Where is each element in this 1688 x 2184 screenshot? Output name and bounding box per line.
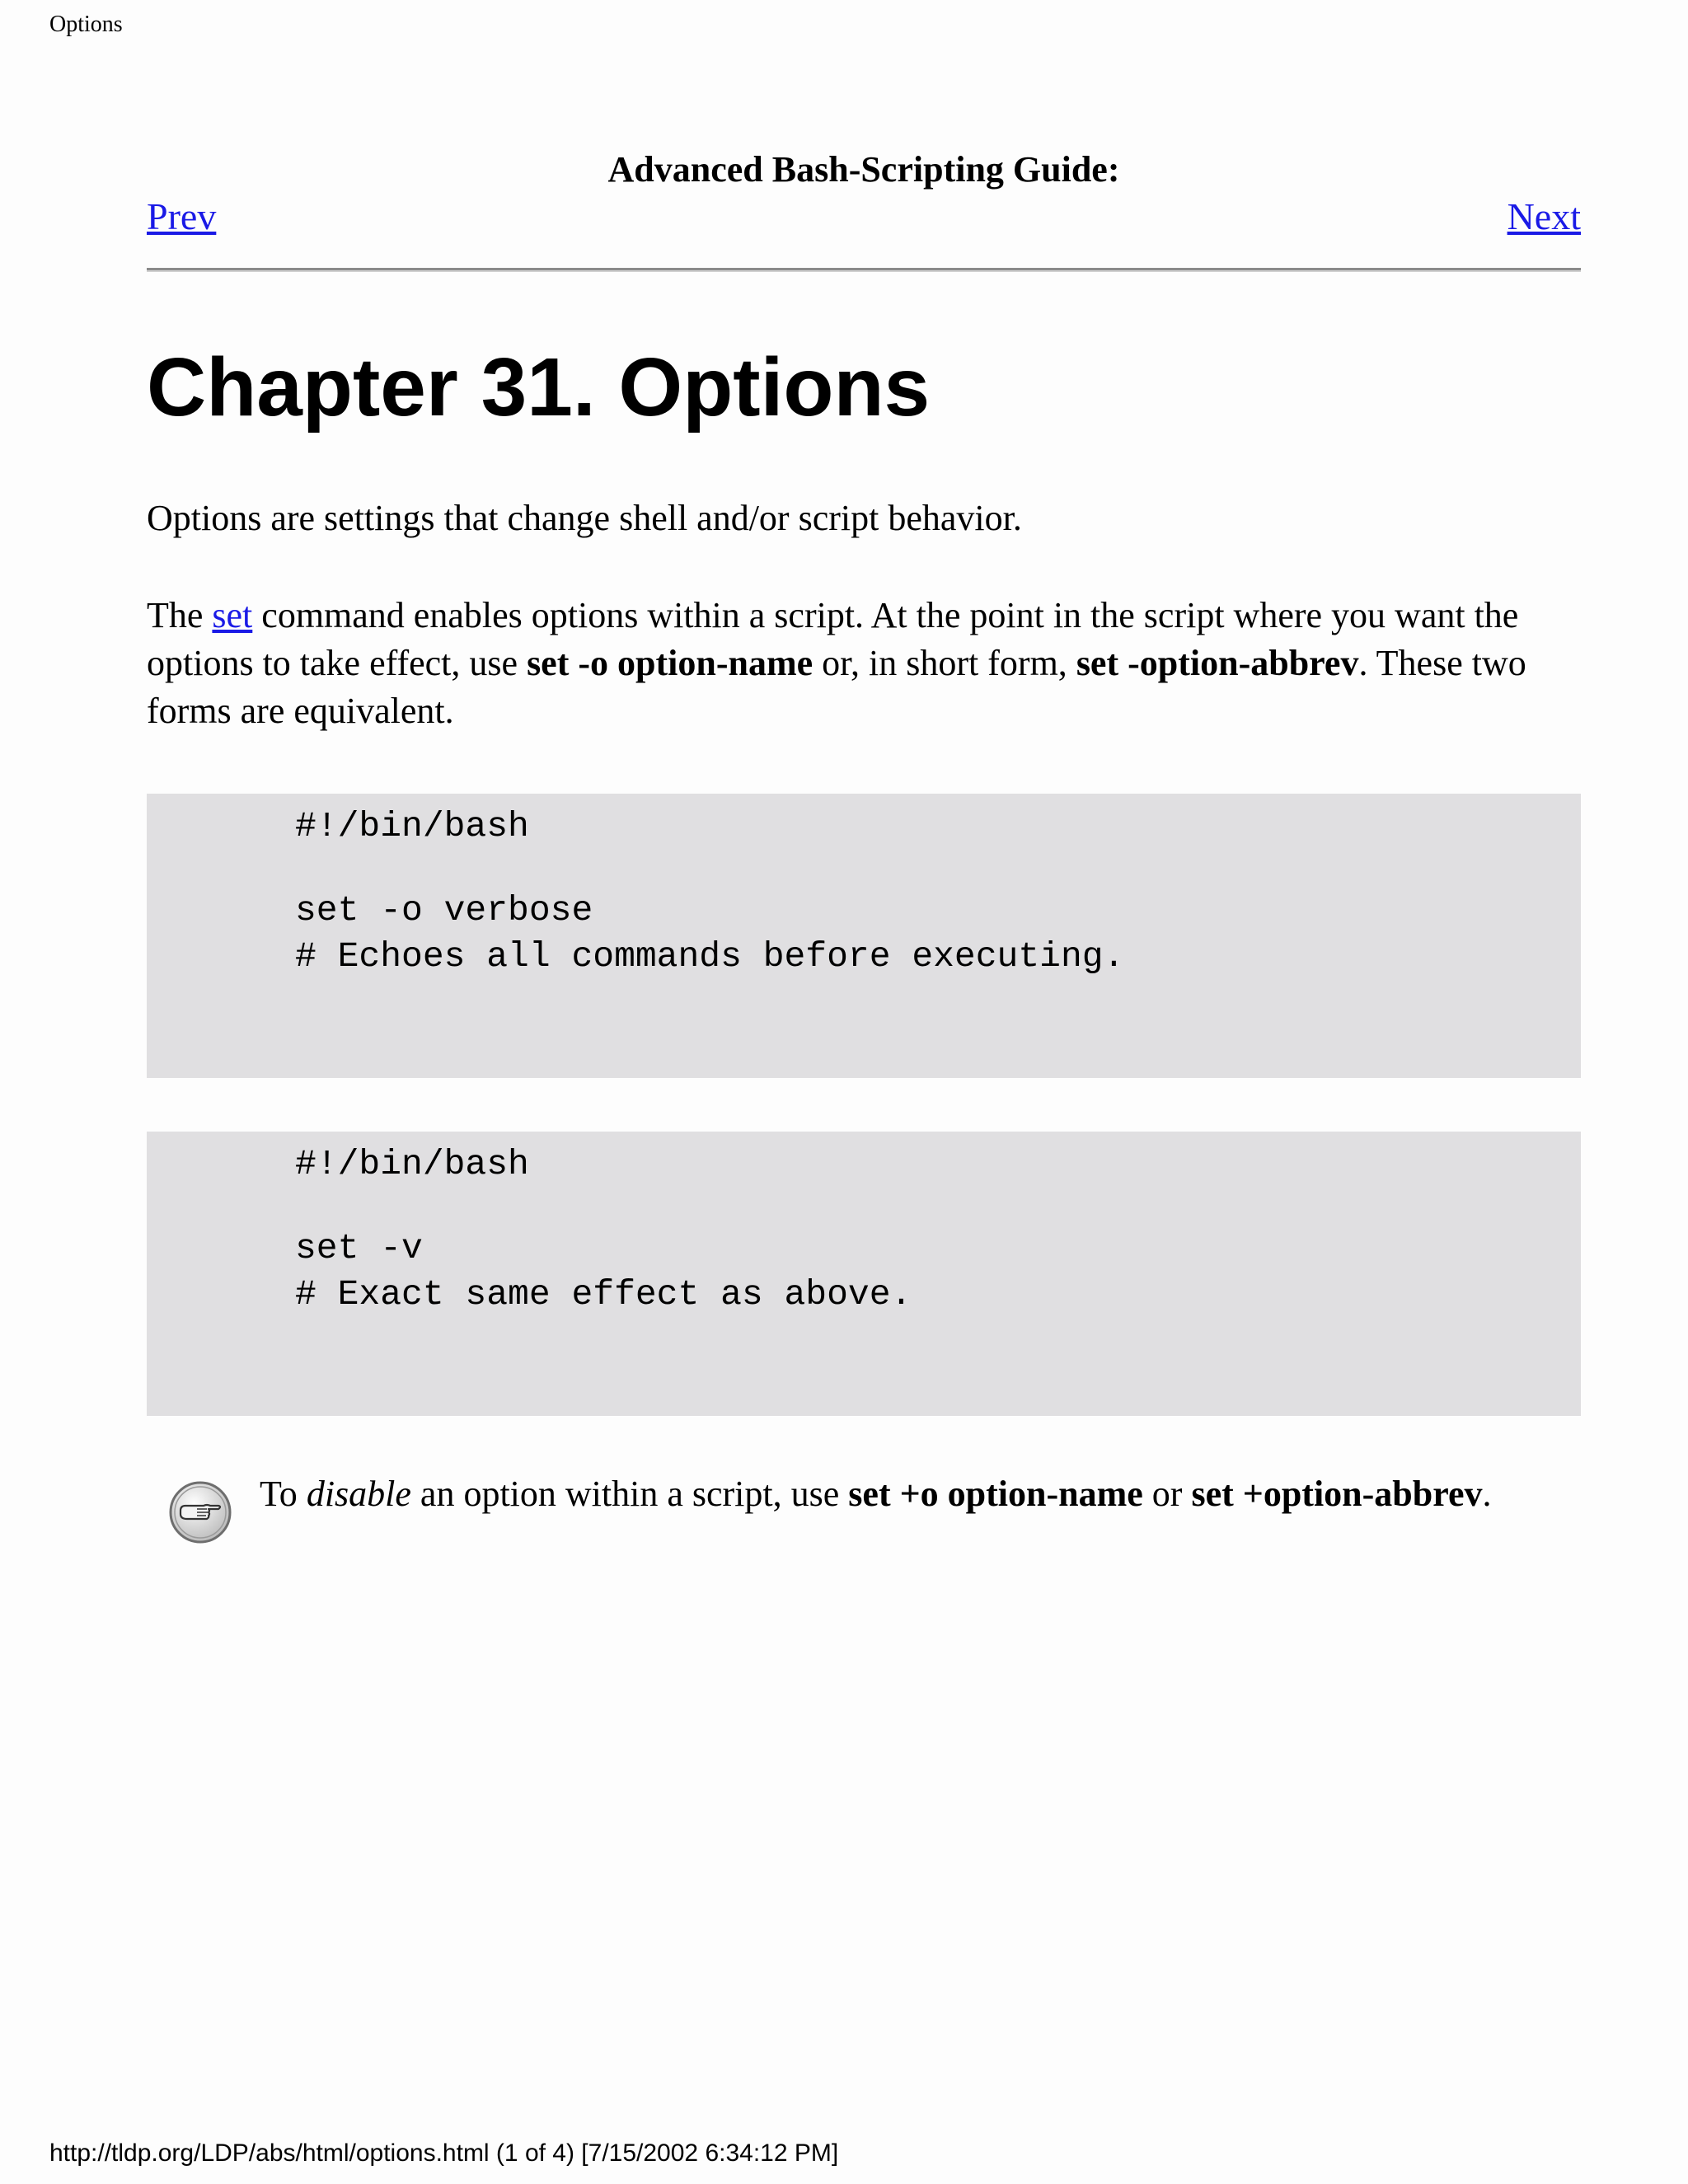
note-italic: disable bbox=[306, 1474, 411, 1514]
set-plus-o-option-name: set +o option-name bbox=[848, 1474, 1143, 1514]
code-block-short-form bbox=[147, 1132, 1581, 1416]
note-part: an option within a script, use bbox=[410, 1474, 849, 1514]
chapter-title: Chapter 31. Options bbox=[147, 341, 931, 434]
set-command-link[interactable]: set bbox=[212, 595, 253, 635]
code-blank-line bbox=[295, 1188, 1581, 1226]
para-text: command enables options within a script. At the point in the script where you want the options to take effect, use bbox=[147, 595, 1519, 683]
next-link[interactable]: Next bbox=[1507, 195, 1581, 237]
code-line: #!/bin/bash bbox=[295, 806, 529, 846]
code-block-verbose bbox=[147, 794, 1581, 1078]
para-text: or, in short form, bbox=[813, 643, 1076, 683]
para-text: The bbox=[147, 595, 213, 635]
prev-link[interactable]: Prev bbox=[147, 195, 217, 237]
code-comment: # Exact same effect as above. bbox=[295, 1274, 912, 1315]
note-part: or bbox=[1142, 1474, 1192, 1514]
para-text: . These two forms are equivalent. bbox=[147, 643, 1526, 731]
code-comment: # Echoes all commands before executing. bbox=[295, 936, 1125, 977]
code-line: #!/bin/bash bbox=[295, 1144, 529, 1184]
set-o-option-name: set -o option-name bbox=[527, 643, 814, 683]
note-text bbox=[260, 1471, 1496, 1517]
header-divider bbox=[147, 268, 1581, 272]
browser-page-title: Options bbox=[49, 12, 123, 37]
footer-url: http://tldp.org/LDP/abs/html/options.html (1 of 4) [7/15/2002 6:34:12 PM] bbox=[49, 2139, 839, 2167]
set-command-paragraph bbox=[147, 592, 1581, 735]
code-blank-line bbox=[295, 850, 1581, 888]
intro-paragraph: Options are settings that change shell and/or script behavior. bbox=[147, 498, 1022, 538]
code-line: set -v bbox=[295, 1228, 423, 1268]
set-option-abbrev: set -option-abbrev bbox=[1076, 643, 1359, 683]
note-part: To bbox=[260, 1474, 307, 1514]
pointing-hand-icon bbox=[167, 1479, 233, 1545]
note-part: . bbox=[1482, 1474, 1492, 1514]
guide-title: Advanced Bash-Scripting Guide: bbox=[607, 149, 1120, 190]
code-line: set -o verbose bbox=[295, 890, 593, 930]
set-plus-option-abbrev: set +option-abbrev bbox=[1191, 1474, 1483, 1514]
